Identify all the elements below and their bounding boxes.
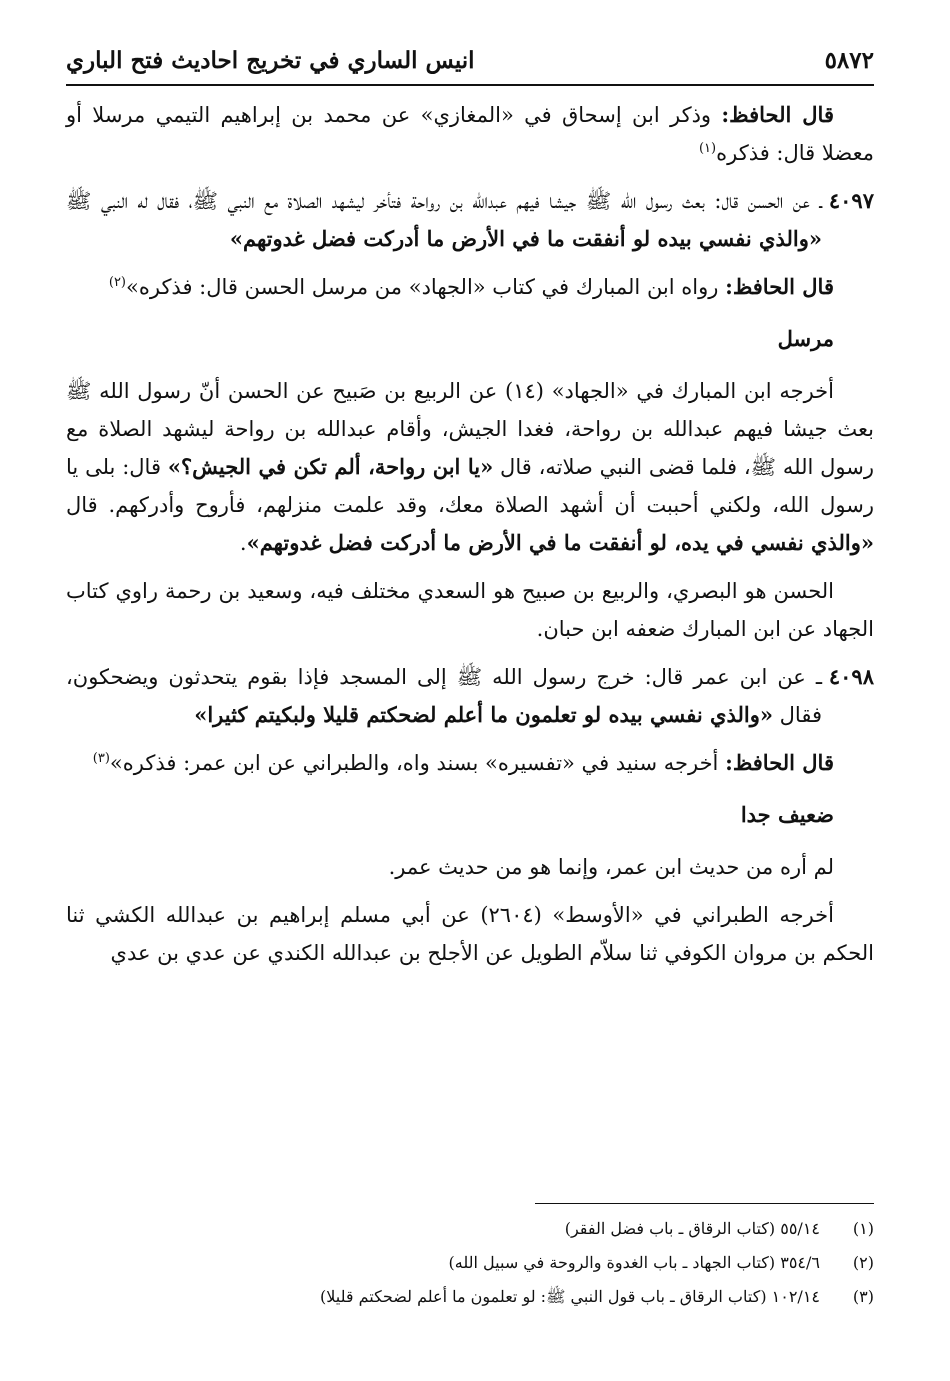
footnote-number: (٣) [852,1287,874,1306]
hadith-text: ـ عن الحسن قال: بعث رسول الله ﷺ جيشا فيهم عبدالله بن رواحة فتأخر ليشهد الصلاة مع النبي ﷺ، فقال له النبي ﷺ [66,189,822,213]
paragraph-text: . [239,531,247,555]
hadith-quote: «والذي نفسي بيده لو تعلمون ما أعلم لضحكتم قليلا ولبكيتم كثيرا» [194,702,773,727]
footnote-text: ٣٥٤/٦ (كتاب الجهاد ـ باب الغدوة والروحة في سبيل الله) [448,1253,820,1272]
footnote-number: (٢) [852,1253,874,1272]
footnote-item [66,1212,874,1246]
takhrij-paragraph [66,372,874,562]
footnote-item [66,1246,874,1280]
book-title: انيس الساري في تخريج احاديث فتح الباري [66,46,475,74]
footnote-divider [535,1203,874,1204]
hadith-quote: «والذي نفسي في يده، لو أنفقت ما في الأرض ما أدركت فضل غدوتهم» [246,530,874,555]
hadith-quote: «يا ابن رواحة، ألم تكن في الجيش؟» [167,454,494,479]
hafiz-comment-2 [66,268,874,306]
commentary-paragraph: لم أره من حديث ابن عمر، وإنما هو من حديث عمر. [388,855,834,879]
hafiz-label: قال الحافظ: [725,750,834,775]
paragraph-text: أخرجه ابن المبارك في «الجهاد» (١٤) عن الربيع بن صَبيح عن الحسن أنّ رسول الله ﷺ بعث جيشا فيهم عبدالله بن رواحة، فغدا الجيش، وأقام عبدالله بن رواحة ليشهد الصلاة مع رسول الله ﷺ، فلما قضى النبي صلاته، قال [66,379,875,479]
paragraph-text: رواه ابن المبارك في كتاب «الجهاد» من مرسل الحسن قال: فذكره» [126,275,726,299]
footnote-ref: (١) [698,141,717,156]
grade-label-daif-jiddan: ضعيف جدا [740,802,834,827]
footnote-text: ١٠٢/١٤ (كتاب الرقاق ـ باب قول النبي ﷺ: لو تعلمون ما أعلم لضحكتم قليلا) [319,1287,820,1306]
hadith-number: ٤٠٩٨ [828,664,874,689]
grade-label-mursal: مرسل [777,326,834,351]
running-header [66,40,874,80]
header-divider [66,84,874,86]
takhrij-paragraph-2: أخرجه الطبراني في «الأوسط» (٢٦٠٤) عن أبي مسلم إبراهيم بن عبدالله الكشي ثنا الحكم بن مروان الكوفي ثنا سلاّم الطويل عن الأجلح بن عبدالله الكندي عن عدي بن عدي [66,903,874,965]
footnote-item [66,1280,874,1314]
footnote-ref: (٢) [108,275,126,290]
hadith-number: ٤٠٩٧ [828,188,874,213]
hadith-text: ـ عن ابن عمر قال: خرج رسول الله ﷺ إلى المسجد فإذا بقوم يتحدثون ويضحكون، فقال [66,665,822,727]
hadith-quote: «والذي نفسي بيده لو أنفقت ما في الأرض ما أدركت فضل غدوتهم» [229,226,822,251]
hadith-4098 [66,658,874,734]
footnote-text: ٥٥/١٤ (كتاب الرقاق ـ باب فضل الفقر) [564,1219,820,1238]
footnote-ref: (٣) [92,751,110,766]
hafiz-label: قال الحافظ: [725,274,834,299]
paragraph-text: قال: بلى يا رسول الله، ولكني أحببت أن أشهد الصلاة معك، وقد علمت منزلهم، فأروح وأدركهم. قال [66,455,874,517]
paragraph-text: أخرجه سنيد في «تفسيره» بسند واه، والطبراني عن ابن عمر: فذكره» [109,751,726,775]
hafiz-label: قال الحافظ: [721,102,834,127]
hadith-4097 [66,182,874,258]
page-number: ٥٨٧٢ [824,46,874,74]
footnotes [66,1212,874,1314]
hafiz-comment-3 [66,744,874,782]
footnote-number: (١) [852,1219,874,1238]
paragraph-text: وذكر ابن إسحاق في «المغازي» عن محمد بن إبراهيم التيمي مرسلا أو معضلا قال: فذكره [66,103,874,165]
narrator-notes: الحسن هو البصري، والربيع بن صبيح هو السعدي مختلف فيه، وسعيد بن رحمة راوي كتاب الجهاد عن ابن المبارك ضعفه ابن حبان. [66,579,874,641]
page-body [66,96,874,982]
hafiz-comment-1 [66,96,874,172]
